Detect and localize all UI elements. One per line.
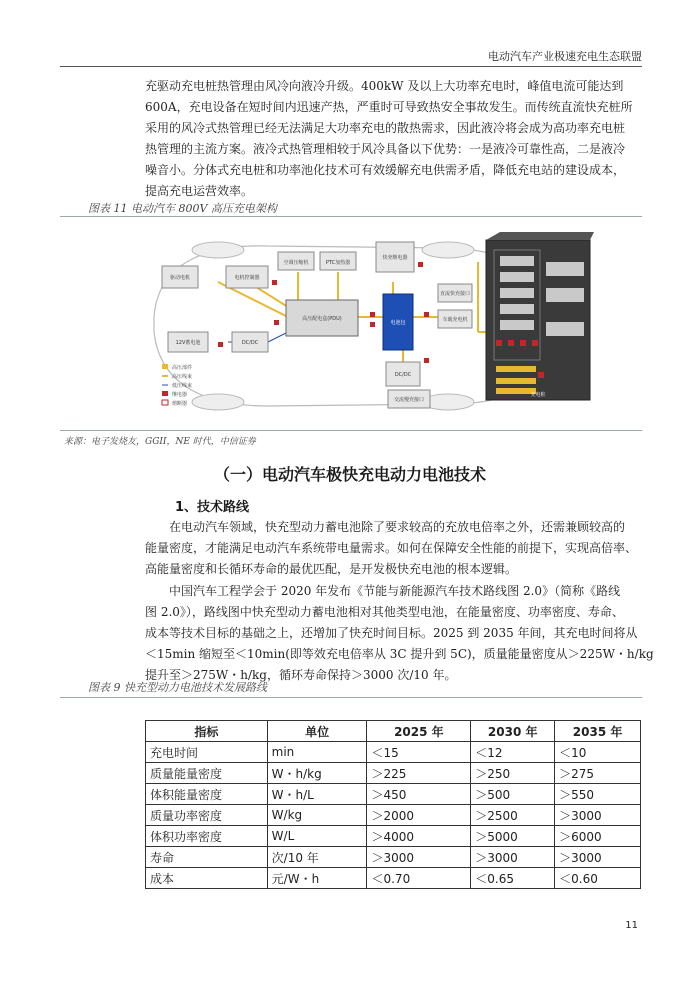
table-cell: ＞500 [471,784,555,805]
text-line: 热管理的主流方案。液冷式热管理相较于风冷具备以下优势：一是液冷可靠性高，二是液冷 [145,142,626,156]
table-cell: 质量能量密度 [146,763,268,784]
figure-9-caption: 图表 9 快充型动力电池技术发展路线 [88,681,267,694]
table-cell: ＜15 [367,742,471,763]
table-cell: 寿命 [146,847,268,868]
table-cell: 体积功率密度 [146,826,268,847]
header-title: 电动汽车产业极速充电生态联盟 [488,50,642,63]
column-header: 2030 年 [471,721,555,742]
paragraph-3 [145,581,654,686]
ptc-heater-label: PTC加热器 [325,260,351,266]
legend-lv-line: 低压线束 [172,383,193,389]
table-cell: ＜0.60 [555,868,641,889]
wheel-front-right [192,394,244,410]
table-row [146,805,641,826]
table-cell: ＞225 [367,763,471,784]
table-top-rule [60,697,642,698]
slow-charge-interface-label: 交流慢充接口 [393,397,425,403]
fast-charge-interface-label: 直流快充接口 [439,291,471,297]
text-line: 图 2.0》），路线图中快充型动力蓄电池相对其他类型电池，在能量密度、功率密度、寿命、 [145,605,624,619]
table-cell: ＞550 [555,784,641,805]
legend-hv-part: 高压部件 [172,365,193,371]
text-line: ＜15min 缩短至＜10min(即等效充电倍率从 3C 提升到 5C)，质量能量密度从＞225W・h/kg [145,647,654,661]
motor-controller-label: 电机控制器 [234,275,260,281]
cabinet-hv-bars [496,366,536,394]
paragraph-2 [145,517,645,580]
text-line: 噪音小。分体式充电桩和功率池化技术可有效缓解充电供需矛盾，降低充电站的建设成本， [145,163,626,177]
table-cell: ＞5000 [471,826,555,847]
text-line: 充驱动充电桩热管理由风冷向液冷升级。400kW 及以上大功率充电时，峰值电流可能达到 [145,79,624,93]
figure-source: 来源：电子发烧友，GGII，NE 时代，中信证券 [64,437,256,447]
cabinet-top [486,232,594,240]
header-divider [60,66,642,67]
table-row [146,763,641,784]
table-cell: 元/W・h [267,868,367,889]
table-cell: ＞275 [555,763,641,784]
table-cell: W・h/kg [267,763,367,784]
legend-relay: 继电器 [172,392,188,398]
text-line: 在电动汽车领域，快充型动力蓄电池除了要求较高的充放电倍率之外，还需兼顾较高的 [169,520,626,534]
column-header: 指标 [146,721,268,742]
table-row [146,784,641,805]
obc-label: 车载充电机 [442,317,468,323]
table-cell: ＞450 [367,784,471,805]
text-line: 采用的风冷式热管理已经无法满足大功率充电的散热需求，因此液冷将会成为高功率充电桩 [145,121,626,135]
text-line: 600A，充电设备在短时间内迅速产热，严重时可导致热安全事故发生。而传统直流快充桩所 [145,100,633,114]
figure-bottom-rule [60,430,642,431]
table-cell: ＞2500 [471,805,555,826]
column-header: 2035 年 [555,721,641,742]
table-row [146,868,641,889]
ac-compressor-label: 空调压缩机 [283,260,309,266]
column-header: 2025 年 [367,721,471,742]
table-cell: W/L [267,826,367,847]
table-row [146,742,641,763]
table-cell: ＜0.65 [471,868,555,889]
table-cell: 体积能量密度 [146,784,268,805]
figure-11-caption: 图表 11 电动汽车 800V 高压充电架构 [88,202,277,215]
intro-paragraph [145,76,645,202]
table-cell: W/kg [267,805,367,826]
column-header: 单位 [267,721,367,742]
table-cell: ＜12 [471,742,555,763]
table-cell: min [267,742,367,763]
dcdc-label: DC/DC [394,372,412,378]
table-row [146,847,641,868]
table-cell: ＜0.70 [367,868,471,889]
text-line: 能量密度，才能满足电动汽车系统带电量需求。如何在保障安全性能的前提下，实现高倍率、 [145,541,638,555]
charging-pile-label: 充电桩 [530,392,546,398]
table-cell: 成本 [146,868,268,889]
legend-fuse: 熔断器 [172,401,188,407]
architecture-svg [148,222,596,427]
subsection-heading: 1、技术路线 [175,500,250,515]
figure-top-rule [60,216,642,217]
drive-motor-label: 驱动电机 [169,275,191,281]
table-cell: 质量功率密度 [146,805,268,826]
text-line: 提升至＞275W・h/kg，循环寿命保持＞3000 次/10 年。 [145,668,457,682]
pdu-label: 高压配电盒(PDU) [302,316,342,322]
table-cell: ＞3000 [367,847,471,868]
fast-charge-relay-label: 快充继电器 [382,255,408,261]
table-row [146,826,641,847]
text-line: 提高充电运营效率。 [145,184,254,198]
table-header-row [146,721,641,742]
table-cell: ＞6000 [555,826,641,847]
table-cell: ＞3000 [555,847,641,868]
table-cell: 次/10 年 [267,847,367,868]
table-cell: 充电时间 [146,742,268,763]
battery-pack-label: 电池包 [390,320,406,326]
lv-battery-label: 12V蓄电池 [175,340,201,346]
dcdc-small-label: DC/DC [241,340,259,346]
table-cell: ＞3000 [471,847,555,868]
table-cell: ＞4000 [367,826,471,847]
table-cell: ＞3000 [555,805,641,826]
diagram-legend [162,364,192,407]
text-line: 高能量密度和长循环寿命的最优匹配，是开发极快充电池的根本逻辑。 [145,562,518,576]
legend-hv-line: 高压线束 [172,374,193,380]
table-cell: ＞250 [471,763,555,784]
text-line: 成本等技术目标的基础之上，还增加了快充时间目标。2025 到 2035 年间，其充电时间将从 [145,626,638,640]
table-cell: W・h/L [267,784,367,805]
page-number: 11 [625,920,638,931]
battery-roadmap-table [145,720,641,889]
table-cell: ＜10 [555,742,641,763]
section-heading: （一）电动汽车极快充电动力电池技术 [213,465,486,484]
text-line: 中国汽车工程学会于 2020 年发布《节能与新能源汽车技术路线图 2.0》（简称《路线 [169,584,621,598]
wheel-rear-left [422,242,474,258]
table-cell: ＞2000 [367,805,471,826]
architecture-diagram [148,222,596,427]
wheel-front-left [192,242,244,258]
